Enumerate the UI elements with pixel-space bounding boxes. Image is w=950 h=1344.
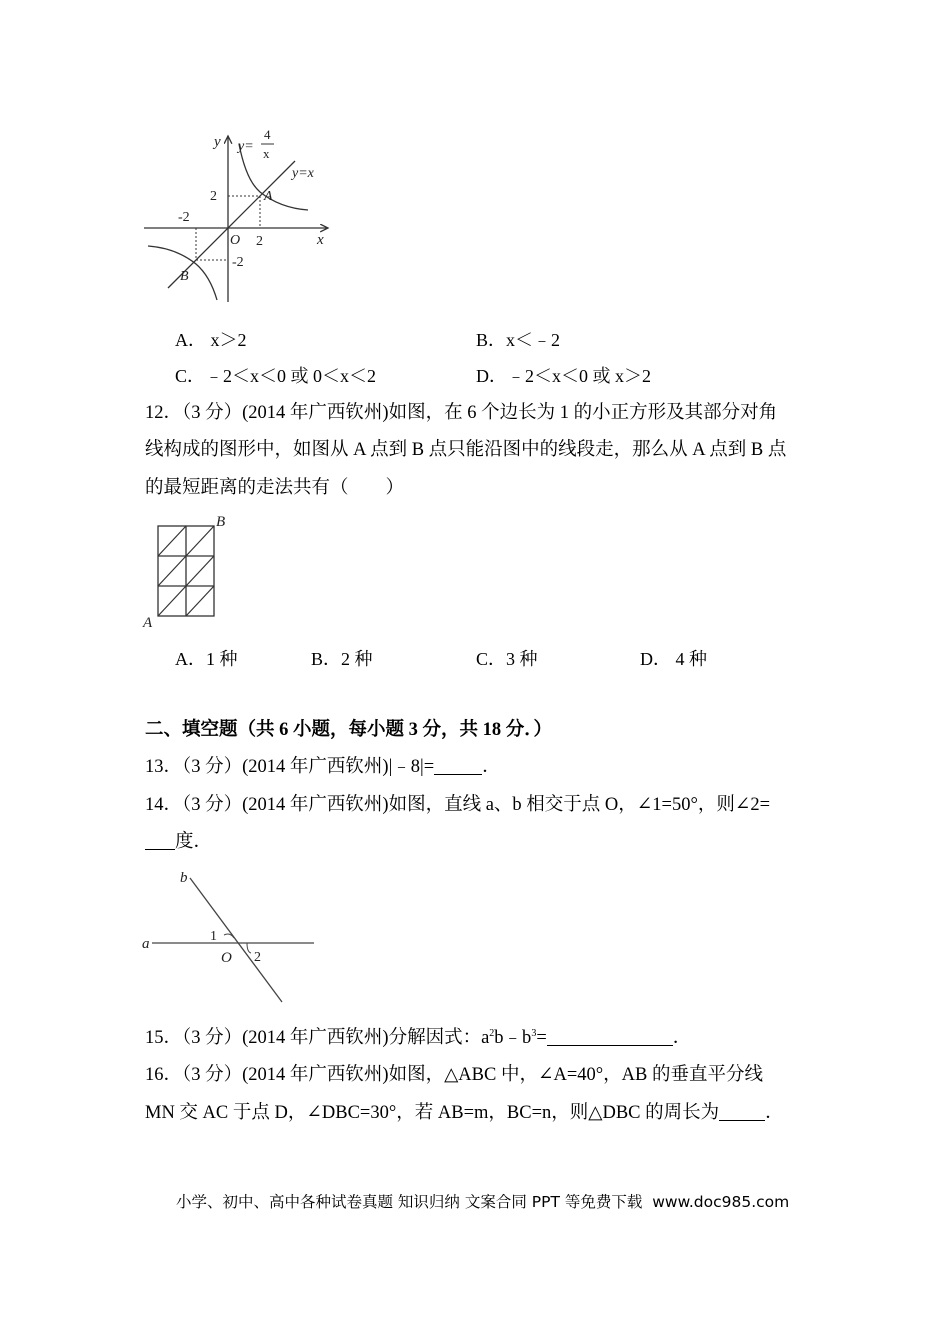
q15-end: ． (672, 1028, 692, 1048)
angle-2-label: 2 (254, 950, 261, 965)
line-label: y=x (292, 166, 314, 181)
q16-answer-blank (719, 1102, 765, 1121)
section-2-title: 二、填空题（共 6 小题，每小题 3 分，共 18 分．） (145, 720, 553, 740)
q16-end: ． (765, 1103, 784, 1123)
point-b-label: B (180, 269, 189, 284)
q11-graph-figure (140, 120, 340, 310)
q12-option-b: B．2 种 (311, 649, 373, 669)
q16-text-line2 (145, 1101, 784, 1125)
q15-exp2: 3 (531, 1028, 537, 1039)
line-a-label: a (142, 936, 150, 952)
q14-text-line1: 14．（3 分）(2014 年广西钦州)如图，直线 a、b 相交于点 O，∠1=50°，则∠2= (145, 795, 771, 815)
q14-lines-figure (140, 866, 320, 1006)
q11-option-a: A． x＞2 (175, 330, 247, 350)
angle-1-label: 1 (210, 929, 217, 944)
point-a-label: A (143, 615, 153, 631)
q16-line2: MN 交 AC 于点 D，∠DBC=30°，若 AB=m，BC=n，则△DBC 的周长为 (145, 1103, 720, 1123)
angle-2-arc (247, 943, 251, 953)
q12-option-d: D． 4 种 (640, 649, 707, 669)
line-b-label: b (180, 870, 188, 886)
x-axis-label: x (317, 232, 324, 248)
q15-answer-blank (547, 1027, 673, 1046)
tick-label-neg2-x: -2 (178, 210, 190, 225)
q15-mid: b﹣b (494, 1028, 532, 1048)
q12-text-line2: 线构成的图形中，如图从 A 点到 B 点只能沿图中的线段走，那么从 A 点到 B 点 (145, 440, 787, 460)
q15-prefix: 15．（3 分）(2014 年广西钦州)分解因式：a (145, 1028, 490, 1048)
q13-end: ． (482, 757, 501, 777)
q11-option-d: D．﹣2＜x＜0 或 x＞2 (476, 366, 651, 386)
page-footer (176, 1192, 789, 1212)
point-a-label: A (264, 189, 273, 204)
q16-text-line1: 16．（3 分）(2014 年广西钦州)如图，△ABC 中，∠A=40°，AB 的垂直平分线 (145, 1065, 763, 1085)
tick-label-neg2-y: -2 (232, 255, 244, 270)
q12-option-a: A．1 种 (175, 649, 238, 669)
q12-text-line1: 12．（3 分）(2014 年广西钦州)如图，在 6 个边长为 1 的小正方形及其部分对角 (145, 403, 778, 423)
q12-grid-figure (140, 512, 240, 632)
q12-option-c: C．3 种 (476, 649, 538, 669)
q14-answer-blank (145, 831, 175, 850)
curve-label-prefix: y= (238, 139, 254, 154)
y-axis-label: y (214, 134, 221, 150)
origin-label: O (221, 950, 232, 966)
q14-end: 度． (175, 832, 213, 852)
q11-option-b: B．x＜﹣2 (476, 330, 561, 350)
tick-label-2-x: 2 (256, 234, 263, 249)
q13-text (145, 755, 501, 779)
q15-eq: = (536, 1028, 547, 1048)
q12-text-line3: 的最短距离的走法共有（ ） (145, 478, 405, 498)
q11-option-c: C．﹣2＜x＜0 或 0＜x＜2 (175, 366, 377, 386)
curve-numerator: 4 (264, 127, 271, 142)
q15-text (145, 1026, 691, 1050)
line-b (190, 878, 282, 1002)
point-b-label: B (216, 514, 226, 530)
origin-label: O (230, 233, 241, 248)
footer-text: 小学、初中、高中各种试卷真题 知识归纳 文案合同 PPT 等免费下载 (176, 1193, 643, 1211)
tick-label-2-y: 2 (210, 189, 217, 204)
curve-denominator: x (263, 146, 270, 161)
q14-text-line2 (145, 830, 212, 854)
q15-exp1: 2 (489, 1028, 495, 1039)
q13-prompt: 13．（3 分）(2014 年广西钦州)|﹣8|= (145, 757, 435, 777)
footer-url[interactable]: www.doc985.com (652, 1193, 790, 1211)
q13-answer-blank (434, 756, 482, 775)
